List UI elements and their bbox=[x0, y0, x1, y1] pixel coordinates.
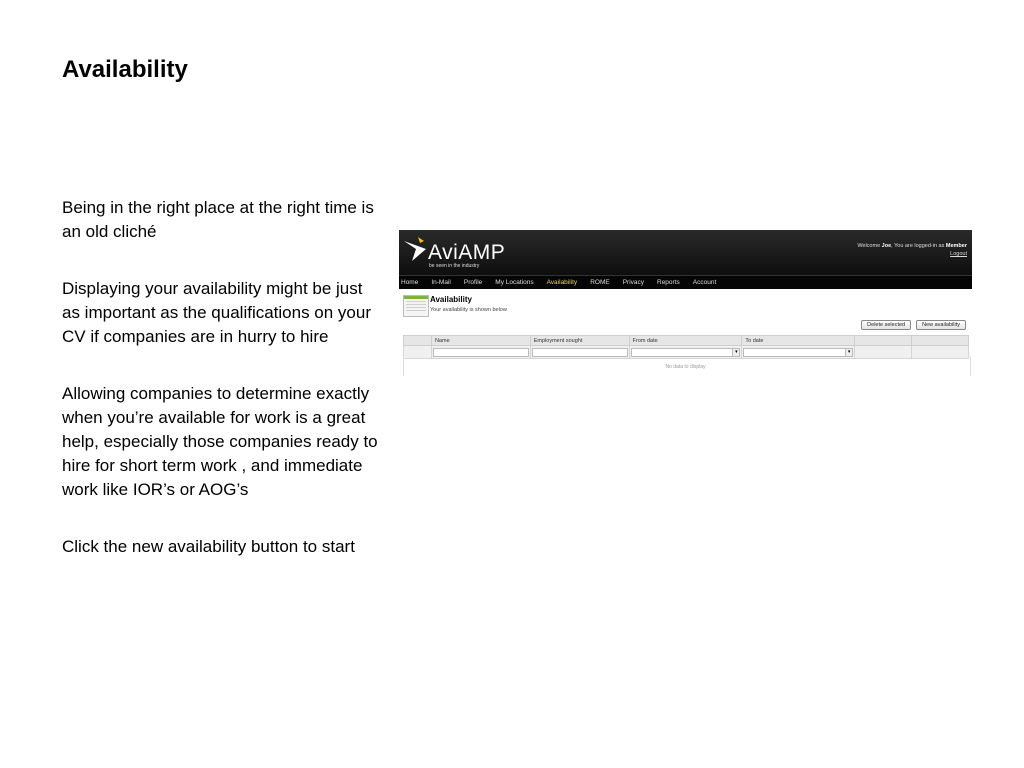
page-title: Availability bbox=[430, 295, 472, 304]
nav-profile[interactable]: Profile bbox=[463, 279, 483, 286]
app-header bbox=[399, 230, 972, 275]
welcome-message bbox=[857, 243, 967, 257]
column-header-extra-2 bbox=[912, 336, 969, 346]
user-name: Joe bbox=[881, 243, 892, 249]
column-header-extra-1 bbox=[855, 336, 912, 346]
nav-in-mail[interactable]: In-Mail bbox=[431, 279, 451, 286]
empty-grid-message: No data to display bbox=[665, 364, 706, 370]
page-header bbox=[399, 289, 972, 317]
nav-reports[interactable]: Reports bbox=[657, 279, 680, 286]
column-header-select[interactable] bbox=[404, 336, 432, 346]
column-header-to-date[interactable]: To date bbox=[742, 336, 855, 346]
logout-link[interactable]: Logout bbox=[950, 251, 967, 257]
bullet-4: Click the new availability button to start bbox=[62, 537, 355, 556]
bullet-2: Displaying your availability might be just as important as the qualifications on your CV if companies are in hurry to hire bbox=[62, 279, 372, 346]
bullet-3: Allowing companies to determine exactly when you’re available for work is a great help, especially those companies ready to hire for short term work , and immediate work like IOR’s or AOG’s bbox=[62, 384, 378, 499]
bullet-1: Being in the right place at the right time is an old cliché bbox=[62, 198, 374, 241]
nav-home[interactable]: Home bbox=[401, 279, 419, 286]
column-header-from-date[interactable]: From date bbox=[629, 336, 742, 346]
app-screenshot bbox=[399, 230, 972, 376]
logo-chevron-icon bbox=[404, 237, 430, 261]
user-role: Member bbox=[945, 243, 967, 249]
nav-availability[interactable]: Availability bbox=[546, 279, 578, 286]
logo-text: AviAMP bbox=[428, 241, 506, 264]
delete-selected-button[interactable]: Delete selected bbox=[861, 320, 911, 330]
grid-actions bbox=[861, 320, 966, 330]
welcome-middle: , You are logged-in as bbox=[891, 243, 946, 249]
spreadsheet-icon bbox=[403, 295, 429, 317]
main-nav bbox=[399, 275, 972, 289]
welcome-prefix: Welcome bbox=[857, 243, 882, 249]
to-date-dropdown-icon[interactable]: ▾ bbox=[845, 349, 852, 356]
page-subtitle: Your availability is shown below bbox=[430, 307, 507, 313]
slide-body bbox=[62, 196, 384, 592]
column-header-name[interactable]: Name bbox=[431, 336, 530, 346]
nav-my-locations[interactable]: My Locations bbox=[495, 279, 534, 286]
nav-account[interactable]: Account bbox=[692, 279, 717, 286]
grid-header-row bbox=[404, 336, 969, 346]
from-date-dropdown-icon[interactable]: ▾ bbox=[732, 349, 739, 356]
column-header-employment-sought[interactable]: Employment sought bbox=[530, 336, 629, 346]
new-availability-button[interactable]: New availability bbox=[916, 320, 966, 330]
logo-tagline: be seen in the industry bbox=[429, 263, 480, 269]
nav-rome[interactable]: ROME bbox=[590, 279, 610, 286]
nav-privacy[interactable]: Privacy bbox=[622, 279, 644, 286]
slide-title: Availability bbox=[62, 56, 188, 83]
